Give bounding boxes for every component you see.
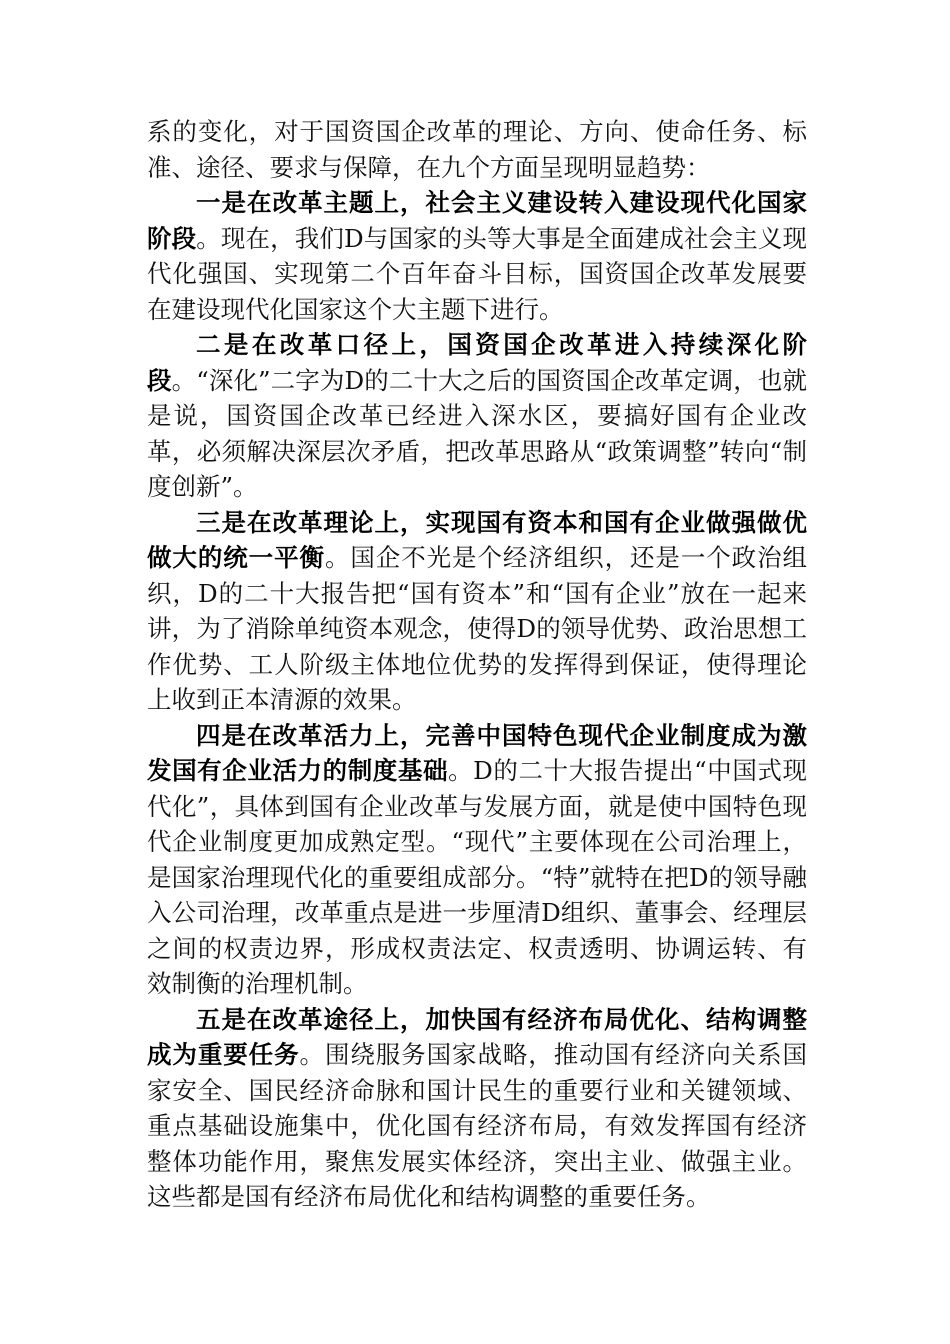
paragraph-point-4 [147, 718, 807, 1002]
paragraph-heading: 三是在改革理论上，实现国有资本和国有企业做强做优做大的统一平衡 [147, 507, 807, 572]
paragraph-point-1 [147, 185, 807, 327]
paragraph-point-2 [147, 327, 807, 505]
paragraph-heading: 四是在改革活力上，完善中国特色现代企业制度成为激发国有企业活力的制度基础 [147, 720, 807, 785]
paragraph-text: 。围绕服务国家战略，推动国有经济向关系国家安全、国民经济命脉和国计民生的重要行业和关键领域、重点基础设施集中，优化国有经济布局，有效发挥国有经济整体功能作用，聚焦发展实体经济，突出主业、做强主业。这些都是国有经济布局优化和结构调整的重要任务。 [147, 1040, 808, 1211]
paragraph-text: 。D的二十大报告提出“中国式现代化”，具体到国有企业改革与发展方面，就是使中国特色现代企业制度更加成熟定型。“现代”主要体现在公司治理上，是国家治理现代化的重要组成部分。“特”就特在把D的领导融入公司治理，改革重点是进一步厘清D组织、董事会、经理层之间的权责边界，形成权责法定、权责透明、协调运转、有效制衡的治理机制。 [147, 756, 807, 998]
paragraph-text: 系的变化，对于国资国企改革的理论、方向、使命任务、标准、途径、要求与保障，在九个方面呈现明显趋势： [147, 117, 807, 182]
paragraph-heading: 一是在改革主题上，社会主义建设转入建设现代化国家阶段 [147, 188, 807, 253]
paragraph-heading: 二是在改革口径上，国资国企改革进入持续深化阶段 [147, 330, 807, 395]
paragraph-text: 。“深化”二字为D的二十大之后的国资国企改革定调，也就是说，国资国企改革已经进入深水区，要搞好国有企业改革，必须解决深层次矛盾，把改革思路从“政策调整”转向“制度创新”。 [147, 365, 807, 501]
paragraph-text: 。现在，我们D与国家的头等大事是全面建成社会主义现代化强国、实现第二个百年奋斗目标，国资国企改革发展要在建设现代化国家这个大主题下进行。 [147, 223, 808, 324]
paragraph-intro-continuation [147, 114, 807, 185]
paragraph-text: 。国企不光是个经济组织，还是一个政治组织，D的二十大报告把“国有资本”和“国有企业”放在一起来讲，为了消除单纯资本观念，使得D的领导优势、政治思想工作优势、工人阶级主体地位优势的发挥得到保证，使得理论上收到正本清源的效果。 [147, 543, 808, 714]
paragraph-point-5 [147, 1002, 807, 1215]
paragraph-heading: 五是在改革途径上，加快国有经济布局优化、结构调整成为重要任务 [147, 1004, 807, 1069]
paragraph-point-3 [147, 505, 807, 718]
document-body [147, 114, 807, 1215]
